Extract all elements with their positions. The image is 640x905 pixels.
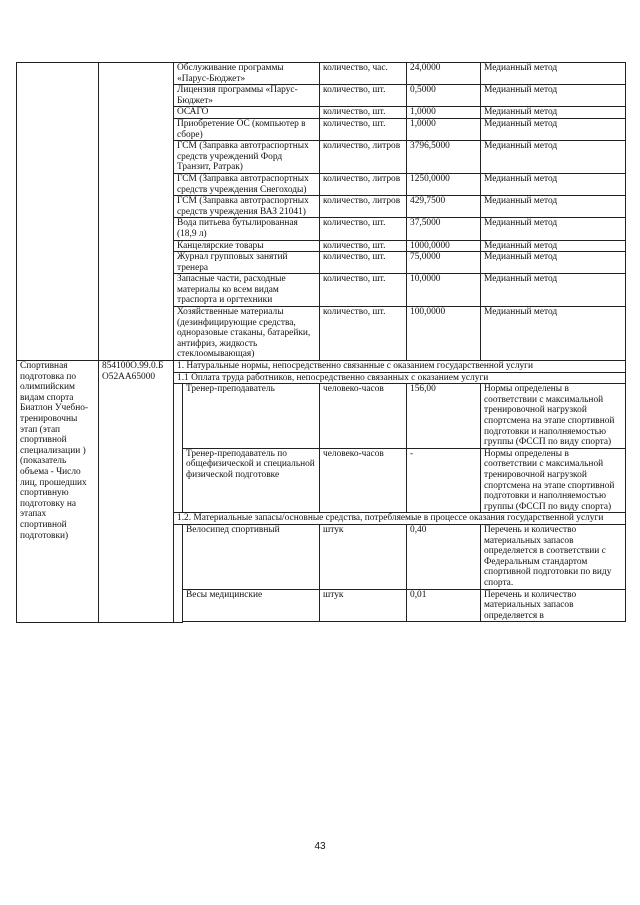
resource-value: 3796,5000 bbox=[407, 141, 481, 174]
material-note: Перечень и количество материальных запасов определяется в bbox=[481, 589, 626, 622]
material-value: 0,40 bbox=[407, 524, 481, 589]
section-header-row bbox=[17, 361, 626, 373]
resource-method: Медианный метод bbox=[481, 252, 626, 274]
resource-method: Медианный метод bbox=[481, 307, 626, 361]
resource-name: Запасные части, расходные материалы ко всем видам траспорта и оргтехники bbox=[174, 274, 320, 307]
resource-name: Журнал групповых занятий тренера bbox=[174, 252, 320, 274]
resource-unit: количество, литров bbox=[320, 196, 407, 218]
resource-name: Вода питьева бутылированная (18,9 л) bbox=[174, 218, 320, 240]
resource-method: Медианный метод bbox=[481, 274, 626, 307]
spacer-cell bbox=[174, 524, 183, 622]
resource-name: ГСМ (Заправка автотраспортных средств учреждения ВАЗ 21041) bbox=[174, 196, 320, 218]
service-description: Спортивная подготовка по олимпийским видам спорта Биатлон Учебно-тренировочны этап (этап спортивной специализации ) (показатель объема - Число лиц, прошедших спортивную подготовку на этапах спортивной подготовки) bbox=[17, 361, 99, 623]
resource-unit: количество, шт. bbox=[320, 118, 407, 140]
section-labor: 1.1 Оплата труда работников, непосредственно связанных с оказанием услуги bbox=[174, 372, 626, 384]
cost-norms-table bbox=[16, 62, 626, 623]
resource-method: Медианный метод bbox=[481, 118, 626, 140]
resource-unit: количество, шт. bbox=[320, 218, 407, 240]
resource-method: Медианный метод bbox=[481, 218, 626, 240]
resource-method: Медианный метод bbox=[481, 85, 626, 107]
resource-value: 0,5000 bbox=[407, 85, 481, 107]
resource-value: 10,0000 bbox=[407, 274, 481, 307]
labor-unit: человеко-часов bbox=[320, 448, 407, 513]
resource-unit: количество, шт. bbox=[320, 107, 407, 119]
labor-value: - bbox=[407, 448, 481, 513]
section-materials: 1.2. Материальные запасы/основные средства, потребляемые в процессе оказания государственной услуги bbox=[174, 513, 626, 525]
resource-value: 37,5000 bbox=[407, 218, 481, 240]
labor-name: Тренер-преподаватель bbox=[183, 384, 320, 449]
resource-method: Медианный метод bbox=[481, 173, 626, 195]
resource-name: ГСМ (Заправка автотраспортных средств учреждений Форд Транзит, Ратрак) bbox=[174, 141, 320, 174]
material-name: Весы медицинские bbox=[183, 589, 320, 622]
resource-value: 100,0000 bbox=[407, 307, 481, 361]
labor-value: 156,00 bbox=[407, 384, 481, 449]
page-number: 43 bbox=[314, 841, 326, 852]
resource-value: 1250,0000 bbox=[407, 173, 481, 195]
labor-name: Тренер-преподаватель по общефизической и специальной физической подготовке bbox=[183, 448, 320, 513]
resource-unit: количество, литров bbox=[320, 173, 407, 195]
resource-unit: количество, литров bbox=[320, 141, 407, 174]
resource-method: Медианный метод bbox=[481, 63, 626, 85]
spacer-cell bbox=[174, 384, 183, 513]
service-code: 854100О.99.0.БО52АА65000 bbox=[99, 361, 174, 623]
row-filler bbox=[183, 622, 626, 623]
material-note: Перечень и количество материальных запасов определяется в соответствии с Федеральным стандартом спортивной подготовки по виду спорта. bbox=[481, 524, 626, 589]
material-unit: штук bbox=[320, 524, 407, 589]
resource-unit: количество, час. bbox=[320, 63, 407, 85]
resource-unit: количество, шт. bbox=[320, 307, 407, 361]
empty-code-cell bbox=[99, 63, 174, 361]
section-natural-norms: 1. Натуральные нормы, непосредственно связанные с оказанием государственной услуги bbox=[174, 361, 626, 373]
resource-name: Хозяйственные материалы (дезинфицирующие средства, одноразовые стаканы, батарейки, антифриз, жидкость стеклоомывающая) bbox=[174, 307, 320, 361]
resource-name: ГСМ (Заправка автотраспортных средств учреждения Снегоходы) bbox=[174, 173, 320, 195]
resource-value: 75,0000 bbox=[407, 252, 481, 274]
resource-method: Медианный метод bbox=[481, 196, 626, 218]
labor-unit: человеко-часов bbox=[320, 384, 407, 449]
resource-name: Канцелярские товары bbox=[174, 240, 320, 252]
resource-value: 429,7500 bbox=[407, 196, 481, 218]
resource-method: Медианный метод bbox=[481, 240, 626, 252]
resource-name: Обслуживание программы «Парус-Бюджет» bbox=[174, 63, 320, 85]
labor-note: Нормы определены в соответствии с максимальной тренировочной нагрузкой спортсмена на этапе спортивной подготовки и наполняемостью группы (ФССП по виду спорта) bbox=[481, 384, 626, 449]
material-unit: штук bbox=[320, 589, 407, 622]
empty-service-cell bbox=[17, 63, 99, 361]
resource-value: 1,0000 bbox=[407, 107, 481, 119]
resource-unit: количество, шт. bbox=[320, 85, 407, 107]
table-row bbox=[17, 63, 626, 85]
material-name: Велосипед спортивный bbox=[183, 524, 320, 589]
resource-value: 24,0000 bbox=[407, 63, 481, 85]
resource-name: ОСАГО bbox=[174, 107, 320, 119]
resource-unit: количество, шт. bbox=[320, 240, 407, 252]
resource-method: Медианный метод bbox=[481, 141, 626, 174]
resource-name: Лицензия программы «Парус-Бюджет» bbox=[174, 85, 320, 107]
material-value: 0,01 bbox=[407, 589, 481, 622]
resource-value: 1000,0000 bbox=[407, 240, 481, 252]
resource-method: Медианный метод bbox=[481, 107, 626, 119]
resource-unit: количество, шт. bbox=[320, 252, 407, 274]
resource-value: 1,0000 bbox=[407, 118, 481, 140]
resource-unit: количество, шт. bbox=[320, 274, 407, 307]
labor-note: Нормы определены в соответствии с максимальной тренировочной нагрузкой спортсмена на этапе спортивной подготовки и наполняемостью группы (ФССП по виду спорта) bbox=[481, 448, 626, 513]
resource-name: Приобретение ОС (компьютер в сборе) bbox=[174, 118, 320, 140]
